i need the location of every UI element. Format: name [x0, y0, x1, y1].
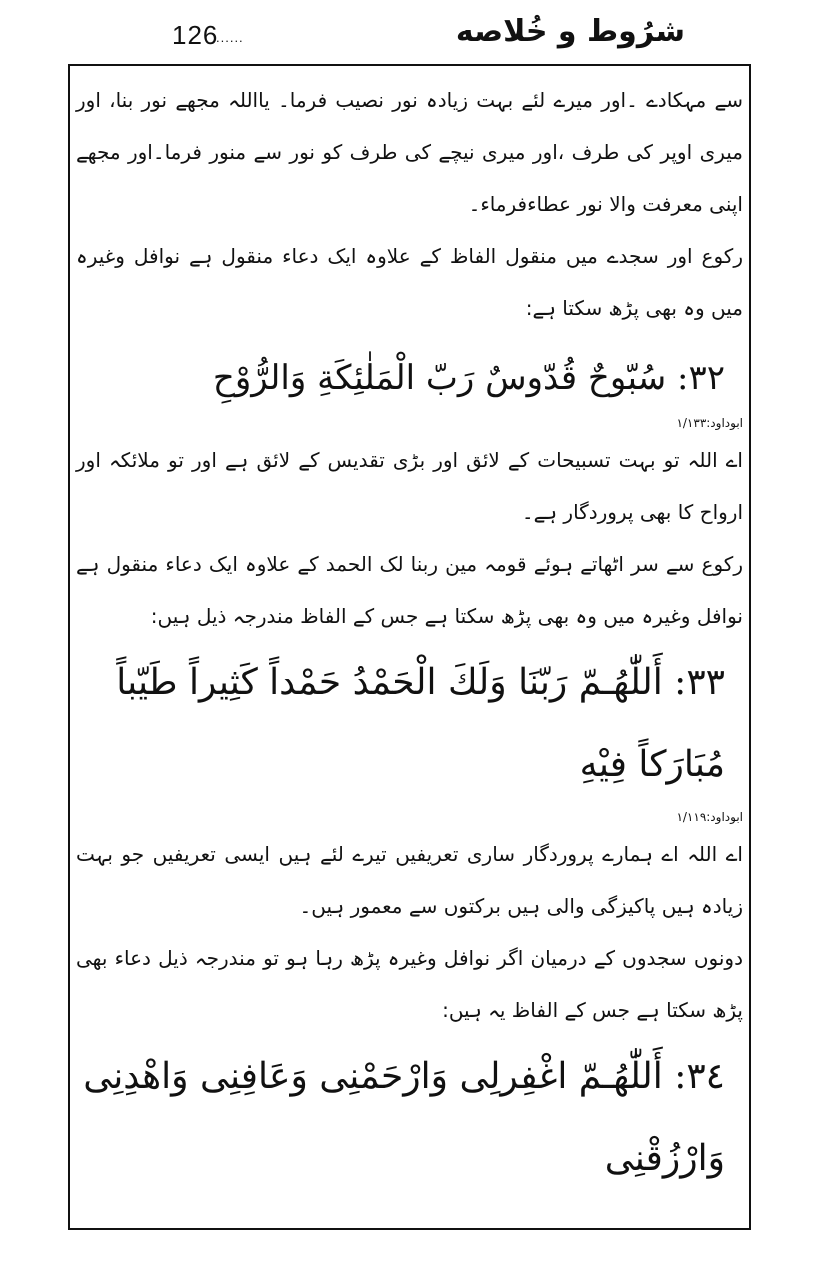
paragraph: اے اللہ اے ہمارے پروردگار ساری تعریفیں تیرے لئے ہیں ایسی تعریفیں جو بہت زیادہ ہیں پاکیزگی والی ہیں برکتوں سے معمور ہیں۔ [76, 842, 743, 918]
paragraph: رکوع اور سجدے میں منقول الفاظ کے علاوہ ایک دعاء منقول ہے نوافل وغیرہ میں وہ بھی پڑھ سکتا ہے: [76, 244, 743, 320]
paragraph: رکوع سے سر اٹھاتے ہوئے قومہ مین ربنا لک الحمد کے علاوہ ایک دعاء منقول ہے نوافل وغیرہ میں وہ بھی پڑھ سکتا ہے جس کے الفاظ مندرجہ ذیل ہیں: [76, 552, 743, 628]
hadith-reference: ابوداود:١/١١٩ [676, 810, 743, 824]
paragraph: اے اللہ تو بہت تسبیحات کے لائق اور بڑی تقدیس کے لائق ہے اور تو ملائکہ اور ارواح کا بھی پروردگار ہے۔ [76, 448, 743, 524]
paragraph: سے مہکادے ۔اور میرے لئے بہت زیادہ نور نصیب فرما۔ یااللہ مجھے نور بنا، اور میری اوپر کی طرف ،اور میری نیچے کی طرف کو نور سے منور فرما۔اور مجھے اپنی معرفت والا نور عطاءفرماء۔ [76, 88, 743, 216]
page-number-leader: ...... [216, 30, 244, 45]
page-content [76, 74, 743, 1200]
arabic-dua: ٣٤: أَللّٰهُـمّ اغْفِرلِی وَارْحَمْنِی وَعَافِنِی وَاهْدِنِی وَارْزُقْنِی [83, 1056, 725, 1179]
arabic-dua: ٣٢: سُبّوحٌ قُدّوسٌ رَبّ الْمَلٰئِكَةِ وَالرُّوْحِ [212, 358, 725, 398]
page-number: 126 [172, 20, 219, 50]
book-title: شرُوط و خُلاصه [455, 14, 685, 49]
page-header [0, 14, 825, 62]
hadith-reference: ابوداود:١/١٣٣ [676, 416, 743, 430]
arabic-dua: ٣٣: أَللّٰهُـمّ رَبّنَا وَلَكَ الْحَمْدُ حَمْداً كَثِيراً طَيّباً مُبَارَكاً فِيْهِ [116, 662, 725, 785]
paragraph: دونوں سجدوں کے درمیان اگر نوافل وغیرہ پڑھ رہا ہو تو مندرجہ ذیل دعاء بھی پڑھ سکتا ہے جس کے الفاظ یہ ہیں: [76, 946, 743, 1022]
